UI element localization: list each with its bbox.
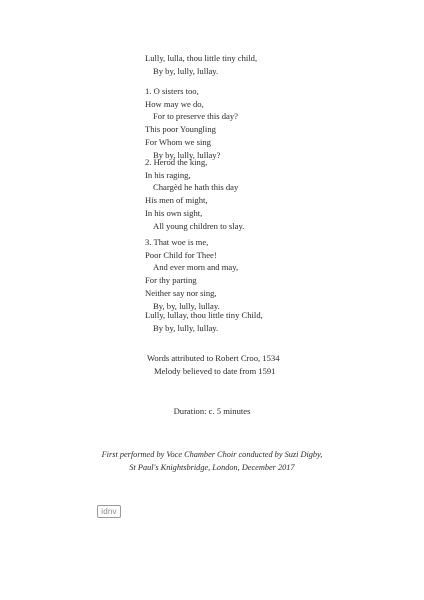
words-credit: Words attributed to Robert Croo, 1534 bbox=[147, 353, 280, 363]
lyric-line: In his own sight, bbox=[145, 207, 203, 218]
lyric-line: Poor Child for Thee! bbox=[145, 249, 217, 260]
verse-2 bbox=[145, 156, 385, 232]
melody-credit: Melody believed to date from 1591 bbox=[154, 365, 276, 376]
lyric-line: By by, lully, lullay. bbox=[153, 65, 219, 76]
lyric-line: By by, lully, lullay? bbox=[153, 149, 221, 160]
first-performance-note bbox=[0, 449, 424, 474]
refrain-closing bbox=[145, 309, 385, 334]
refrain-opening bbox=[145, 52, 385, 77]
lyric-line: 2. Herod the king, bbox=[145, 157, 208, 167]
lyric-line: In his raging, bbox=[145, 169, 191, 180]
duration-text: Duration: c. 5 minutes bbox=[173, 406, 251, 416]
lyric-line: By, by, lully, lullay. bbox=[153, 300, 220, 311]
lyric-line: 1. O sisters too, bbox=[145, 86, 199, 96]
verse-1 bbox=[145, 85, 385, 161]
lyric-line: This poor Youngling bbox=[145, 124, 216, 135]
lyric-line: Lully, lullay, thou little tiny Child, bbox=[145, 310, 263, 320]
lyric-line: His men of might, bbox=[145, 195, 208, 206]
first-performance-line: First performed by Voce Chamber Choir conducted by Suzi Digby, bbox=[101, 450, 323, 459]
lyric-line: And ever morn and may, bbox=[153, 262, 239, 273]
lyric-line: All young children to slay. bbox=[153, 220, 245, 231]
verse-3 bbox=[145, 236, 385, 312]
publisher-logo: idnv bbox=[97, 505, 121, 518]
lyric-line: How may we do, bbox=[145, 98, 204, 109]
lyric-line: By by, lully, lullay. bbox=[153, 322, 219, 333]
lyric-line: Neither say nor sing, bbox=[145, 287, 217, 298]
first-performance-line: St Paul's Knightsbridge, London, December 2017 bbox=[129, 462, 295, 472]
lyric-line: For to preserve this day? bbox=[153, 111, 238, 122]
lyric-line: Lully, lulla, thou little tiny child, bbox=[145, 53, 258, 63]
lyric-line: For thy parting bbox=[145, 275, 197, 286]
lyric-line: 3. That woe is me, bbox=[145, 237, 209, 247]
lyric-line: Chargèd he hath this day bbox=[153, 182, 239, 193]
lyric-line: For Whom we sing bbox=[145, 136, 211, 147]
